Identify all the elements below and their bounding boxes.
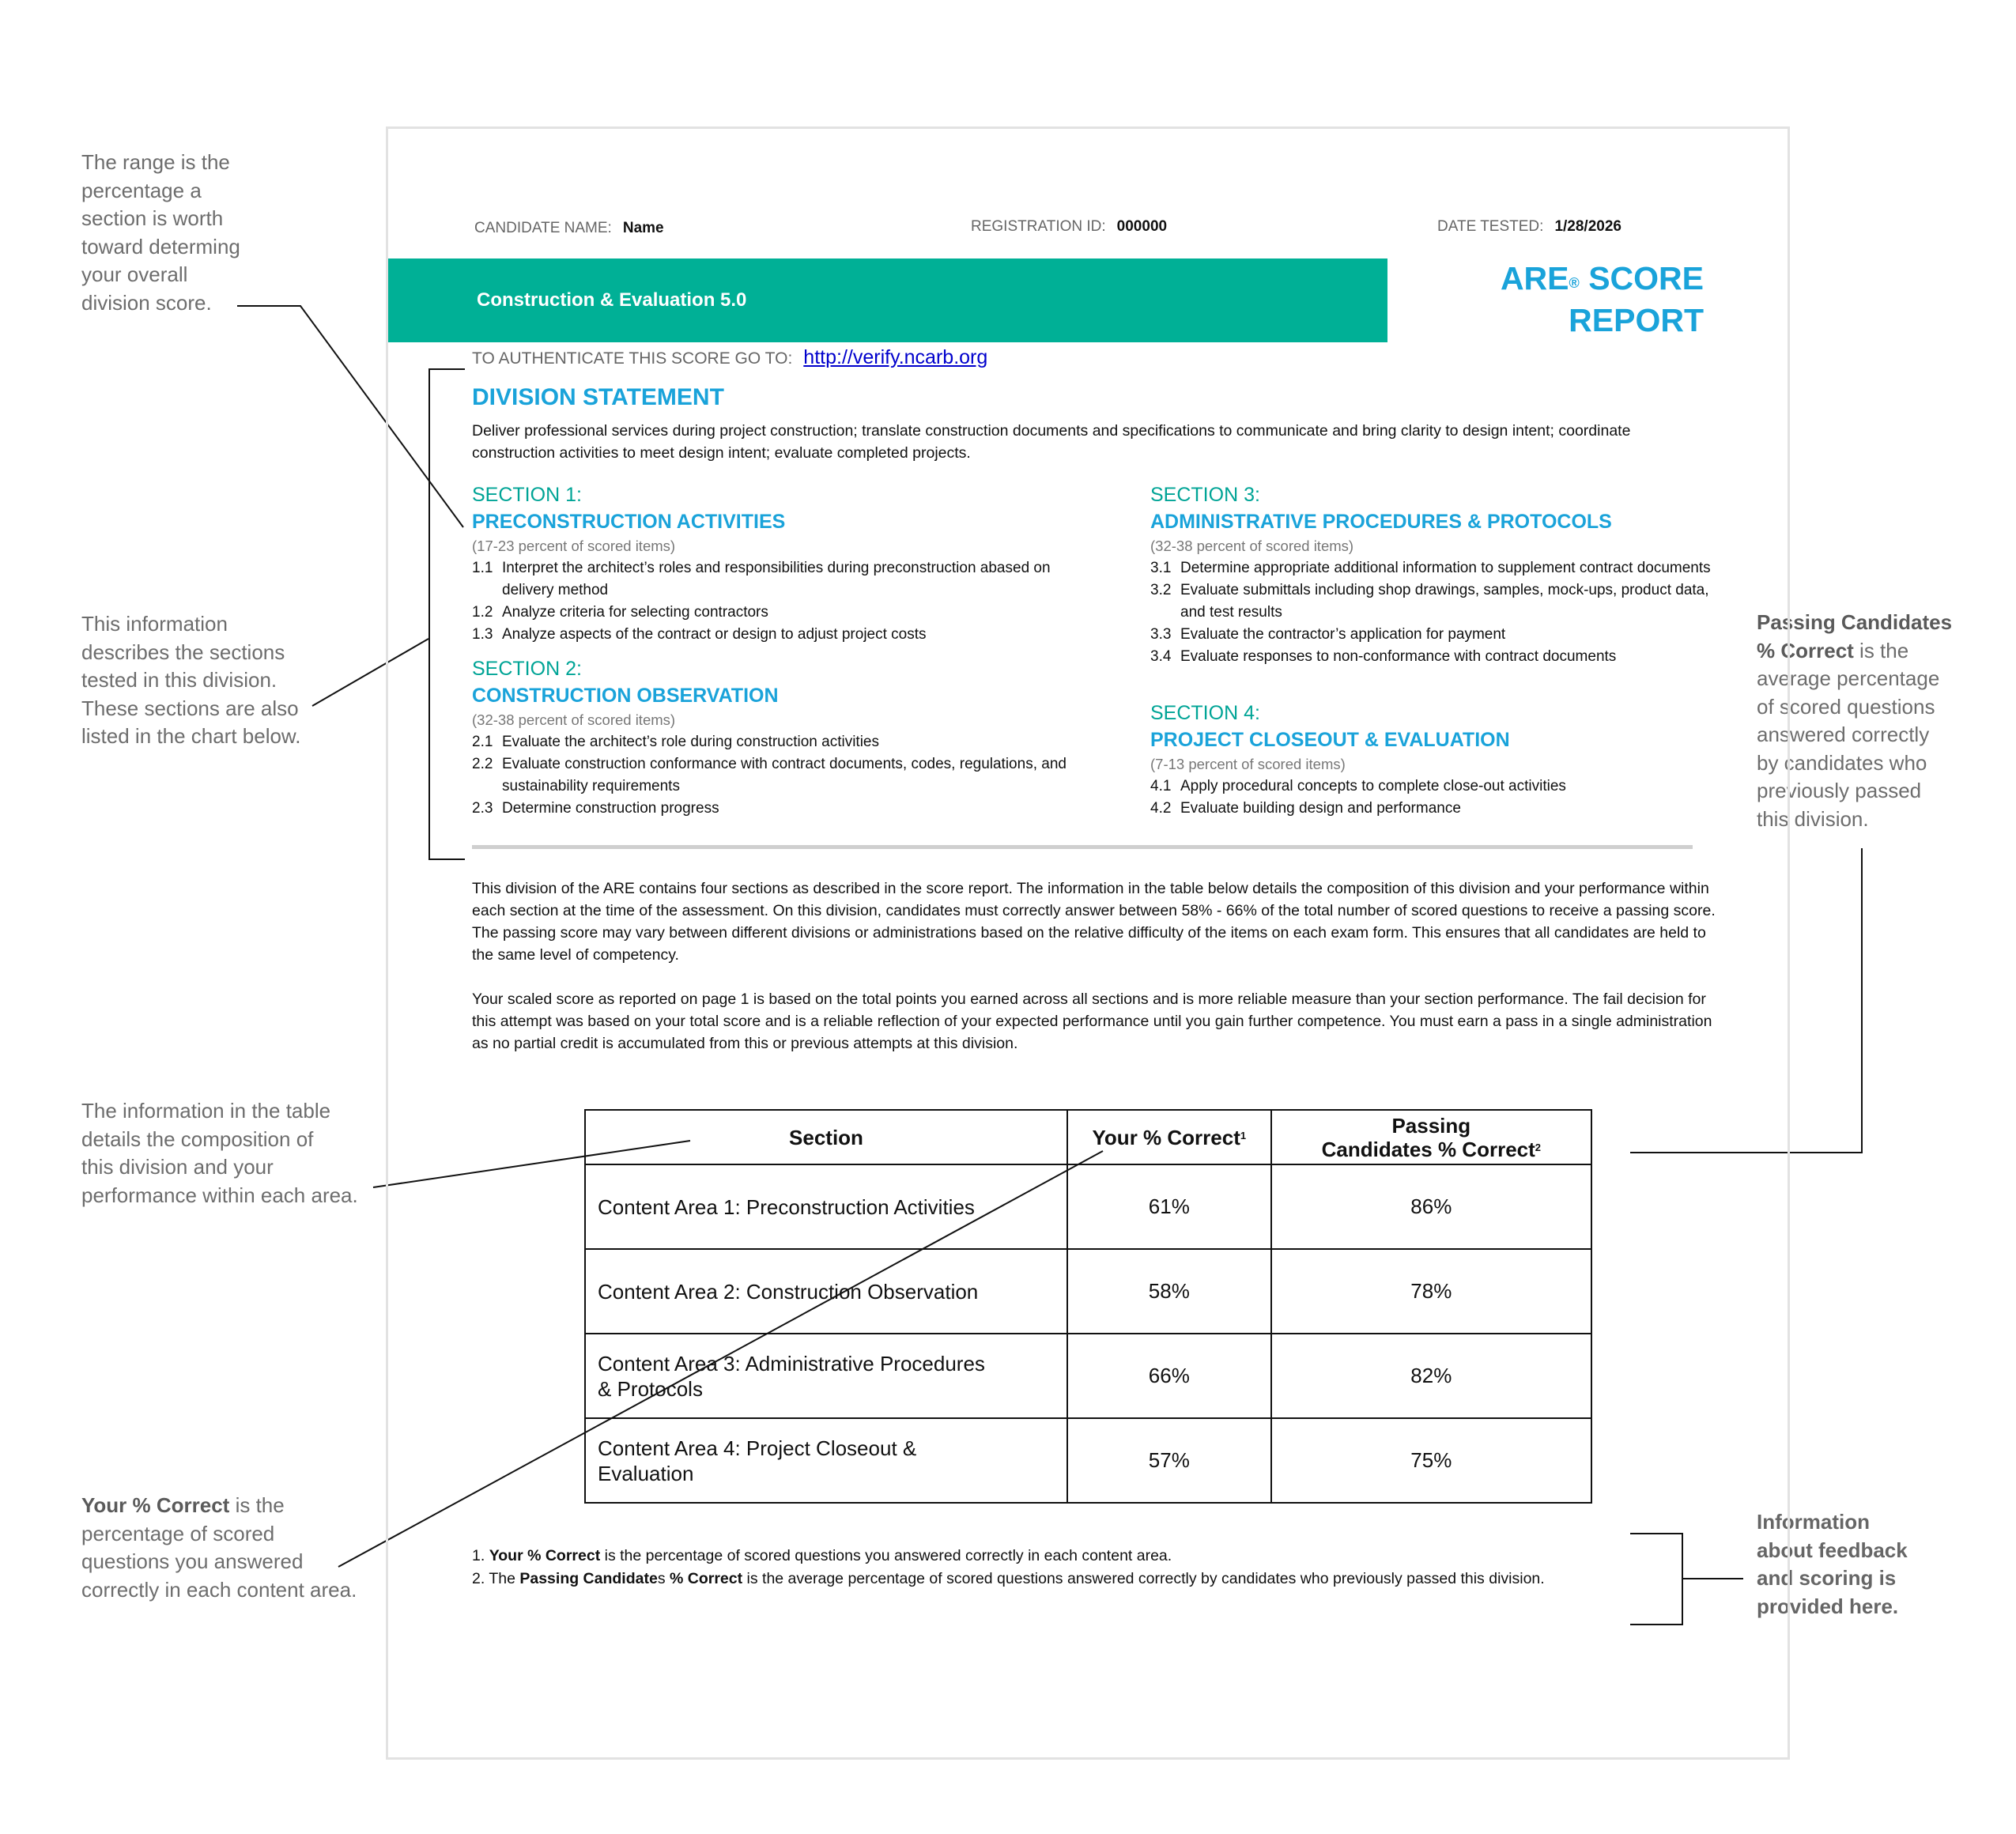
note-passing: Passing Candidates % Correct is the average percentage of scored questions answered correctly by candidates who previously passed this division. xyxy=(1757,610,1953,831)
score-table xyxy=(584,1109,1592,1504)
list-item: 1.2 Analyze criteria for selecting contractors xyxy=(472,604,768,621)
your-correct-cell: 57% xyxy=(1067,1418,1271,1503)
your-correct-cell: 66% xyxy=(1067,1334,1271,1418)
date-tested: DATE TESTED: 1/28/2026 xyxy=(1437,218,1621,235)
division-statement-text: Deliver professional services during project construction; translate construction documents and specifications to communicate and bring clarity to design intent; coordinate construction activities to meet design intent; evaluate completed projects. xyxy=(472,422,1631,462)
list-item: 3.3 Evaluate the contractor’s application for payment xyxy=(1150,626,1506,643)
section-3: SECTION 3: ADMINISTRATIVE PROCEDURES & PROTOCOLS (32-38 percent of scored items) 3.1 Determine appropriate additional information to supplement contract documents 3.2 Evaluate submittals including shop drawings, samples, mock-ups, product data, and test results 3.3 Evaluate the contractor’s application for payment 3.4 Evaluate responses to non-conformance with contract documents xyxy=(1150,481,1727,668)
note-table: The information in the table details the composition of this division and your performance within each area. xyxy=(81,1099,358,1207)
passing-correct-cell: 86% xyxy=(1271,1164,1591,1249)
section-4: SECTION 4: PROJECT CLOSEOUT & EVALUATION (7-13 percent of scored items) 4.1 Apply procedural concepts to complete close-out activities 4.2 Evaluate building design and performance xyxy=(1150,700,1727,820)
table-row xyxy=(585,1334,1591,1418)
content-area-cell: Content Area 4: Project Closeout & Evaluation xyxy=(585,1418,1067,1503)
scaled-score-paragraph: Your scaled score as reported on page 1 is based on the total points you earned across all sections and is more reliable measure than your section performance. The fail decision for this attempt was based on your total score and is a reliable reflection of your expected performance until you gain further competence. You must earn a pass in a single administration as no partial credit is accumulated from this or previous attempts at this division. xyxy=(472,991,1712,1052)
list-item: 4.2 Evaluate building design and performance xyxy=(1150,800,1461,817)
note-range: The range is the percentage a section is worth toward determing your overall division score. xyxy=(81,150,240,315)
section-1: SECTION 1: PRECONSTRUCTION ACTIVITIES (17-23 percent of scored items) 1.1 Interpret the architect’s roles and responsibilities during preconstruction abased on delivery method 1.2 Analyze criteria for selecting contractors 1.3 Analyze aspects of the contract or design to adjust project costs xyxy=(472,481,1073,646)
list-item: 1.3 Analyze aspects of the contract or design to adjust project costs xyxy=(472,626,927,643)
header-passing-correct: Passing Candidates % Correct$^2$ xyxy=(1271,1110,1591,1164)
footnote-1: 1. Your % Correct is the percentage of scored questions you answered correctly in each content area. xyxy=(472,1547,1172,1564)
list-item: 4.1 Apply procedural concepts to complete close-out activities xyxy=(1150,778,1566,794)
list-item: 3.2 Evaluate submittals including shop drawings, samples, mock-ups, product data, and test results xyxy=(1150,582,1709,621)
header-your-correct: Your % Correct$^1$ xyxy=(1067,1110,1271,1164)
note-sections: This information describes the sections tested in this division. These sections are also listed in the chart below. xyxy=(81,612,301,748)
list-item: 2.3 Determine construction progress xyxy=(472,800,719,817)
sections-bracket xyxy=(428,368,465,860)
verify-link[interactable]: http://verify.ncarb.org xyxy=(803,346,988,368)
candidate-name: CANDIDATE NAME: Name xyxy=(474,220,664,236)
list-item: 3.1 Determine appropriate additional information to supplement contract documents xyxy=(1150,560,1711,576)
division-banner: Construction & Evaluation 5.0 xyxy=(388,258,1387,342)
table-header-row xyxy=(585,1110,1591,1164)
list-item: 2.2 Evaluate construction conformance with contract documents, codes, regulations, and sustainability requirements xyxy=(472,756,1067,794)
note-feedback: Information about feedback and scoring is provided here. xyxy=(1757,1510,1908,1618)
table-row xyxy=(585,1164,1591,1249)
your-correct-cell: 61% xyxy=(1067,1164,1271,1249)
note-your-correct: Your % Correct is the percentage of scored questions you answered correctly in each content area. xyxy=(81,1493,357,1602)
footnote-2: 2. The Passing Candidates % Correct is the average percentage of scored questions answered correctly by candidates who previously passed this division. xyxy=(472,1570,1545,1587)
section-divider xyxy=(472,845,1693,849)
section-2: SECTION 2: CONSTRUCTION OBSERVATION (32-38 percent of scored items) 2.1 Evaluate the architect’s role during construction activities 2.2 Evaluate construction conformance with contract documents, codes, regulations, and sustainability requirements 2.3 Determine construction progress xyxy=(472,655,1073,820)
content-area-cell: Content Area 3: Administrative Procedures & Protocols xyxy=(585,1334,1067,1418)
registration-id: REGISTRATION ID: 000000 xyxy=(971,218,1168,235)
table-row xyxy=(585,1249,1591,1334)
your-correct-cell: 58% xyxy=(1067,1249,1271,1334)
passing-correct-cell: 78% xyxy=(1271,1249,1591,1334)
passing-correct-cell: 82% xyxy=(1271,1334,1591,1418)
list-item: 2.1 Evaluate the architect’s role during construction activities xyxy=(472,734,880,750)
content-area-cell: Content Area 2: Construction Observation xyxy=(585,1249,1067,1334)
report-title: ARE® SCORE REPORT xyxy=(1500,260,1704,338)
table-row xyxy=(585,1418,1591,1503)
composition-paragraph: This division of the ARE contains four sections as described in the score report. The information in the table below details the composition of this division and your performance within each section at the time of the assessment. On this division, candidates must correctly answer between 58% - 66% of the total number of scored questions to receive a passing score. The passing score may vary between different divisions or administrations based on the relative difficulty of the items on each exam form. This ensures that all candidates are held to the same level of competency. xyxy=(472,880,1716,964)
division-statement-heading: DIVISION STATEMENT xyxy=(472,384,724,410)
content-area-cell: Content Area 1: Preconstruction Activities xyxy=(585,1164,1067,1249)
authenticate-line: TO AUTHENTICATE THIS SCORE GO TO: http://verify.ncarb.org xyxy=(472,346,988,368)
list-item: 1.1 Interpret the architect’s roles and responsibilities during preconstruction abased on delivery method xyxy=(472,560,1051,598)
header-section: Section xyxy=(585,1110,1067,1164)
list-item: 3.4 Evaluate responses to non-conformance with contract documents xyxy=(1150,648,1617,665)
passing-correct-cell: 75% xyxy=(1271,1418,1591,1503)
